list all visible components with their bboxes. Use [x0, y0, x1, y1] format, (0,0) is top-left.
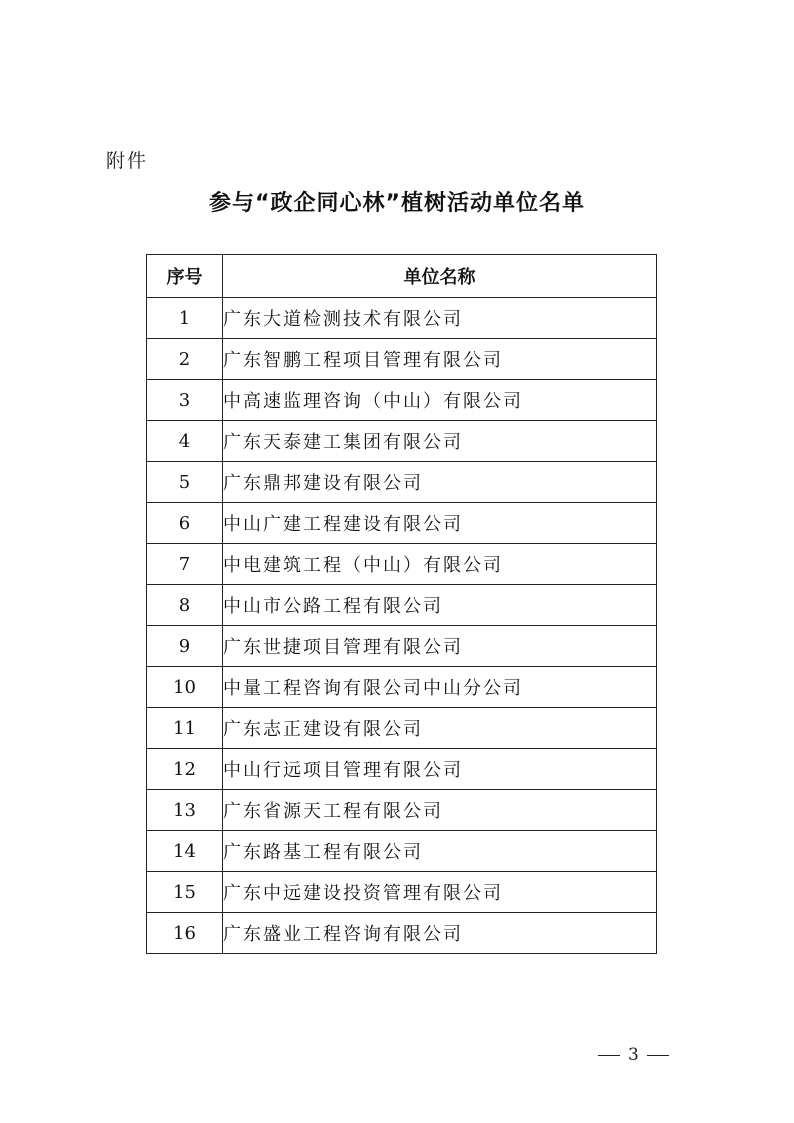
- table-row: [147, 708, 657, 749]
- row-company-name: 广东中远建设投资管理有限公司: [223, 872, 657, 913]
- row-company-name: 广东鼎邦建设有限公司: [223, 462, 657, 503]
- table-header-row: [147, 255, 657, 298]
- table-row: [147, 421, 657, 462]
- row-company-name: 中山广建工程建设有限公司: [223, 503, 657, 544]
- table-row: [147, 667, 657, 708]
- table-row: [147, 831, 657, 872]
- row-index: 8: [147, 585, 223, 626]
- dash-left: [598, 1055, 620, 1056]
- attachment-label: 附件: [106, 150, 149, 172]
- row-index: 10: [147, 667, 223, 708]
- table-row: [147, 462, 657, 503]
- row-index: 13: [147, 790, 223, 831]
- row-index: 9: [147, 626, 223, 667]
- row-index: 12: [147, 749, 223, 790]
- table-row: [147, 298, 657, 339]
- table-row: [147, 790, 657, 831]
- row-index: 11: [147, 708, 223, 749]
- table-row: [147, 913, 657, 954]
- document-title: 参与“政企同心林”植树活动单位名单: [209, 191, 585, 216]
- row-index: 6: [147, 503, 223, 544]
- table-body: [147, 298, 657, 954]
- table-row: [147, 626, 657, 667]
- row-index: 5: [147, 462, 223, 503]
- header-name: 单位名称: [223, 255, 657, 298]
- page-number: 3: [628, 1045, 639, 1065]
- row-index: 1: [147, 298, 223, 339]
- row-company-name: 广东天泰建工集团有限公司: [223, 421, 657, 462]
- dash-right: [647, 1055, 669, 1056]
- row-company-name: 广东路基工程有限公司: [223, 831, 657, 872]
- row-index: 15: [147, 872, 223, 913]
- row-company-name: 中电建筑工程（中山）有限公司: [223, 544, 657, 585]
- row-company-name: 广东世捷项目管理有限公司: [223, 626, 657, 667]
- row-company-name: 广东志正建设有限公司: [223, 708, 657, 749]
- row-index: 14: [147, 831, 223, 872]
- row-company-name: 中山行远项目管理有限公司: [223, 749, 657, 790]
- row-index: 4: [147, 421, 223, 462]
- table-row: [147, 339, 657, 380]
- row-company-name: 中量工程咨询有限公司中山分公司: [223, 667, 657, 708]
- row-index: 16: [147, 913, 223, 954]
- row-company-name: 广东大道检测技术有限公司: [223, 298, 657, 339]
- row-company-name: 中高速监理咨询（中山）有限公司: [223, 380, 657, 421]
- row-company-name: 广东盛业工程咨询有限公司: [223, 913, 657, 954]
- row-company-name: 广东省源天工程有限公司: [223, 790, 657, 831]
- row-company-name: 广东智鹏工程项目管理有限公司: [223, 339, 657, 380]
- header-index: 序号: [147, 255, 223, 298]
- row-company-name: 中山市公路工程有限公司: [223, 585, 657, 626]
- participant-table: [146, 254, 657, 954]
- table-row: [147, 749, 657, 790]
- row-index: 3: [147, 380, 223, 421]
- table-row: [147, 380, 657, 421]
- table-row: [147, 544, 657, 585]
- row-index: 7: [147, 544, 223, 585]
- table-row: [147, 872, 657, 913]
- page-footer: [590, 1045, 677, 1065]
- row-index: 2: [147, 339, 223, 380]
- table-row: [147, 503, 657, 544]
- table-row: [147, 585, 657, 626]
